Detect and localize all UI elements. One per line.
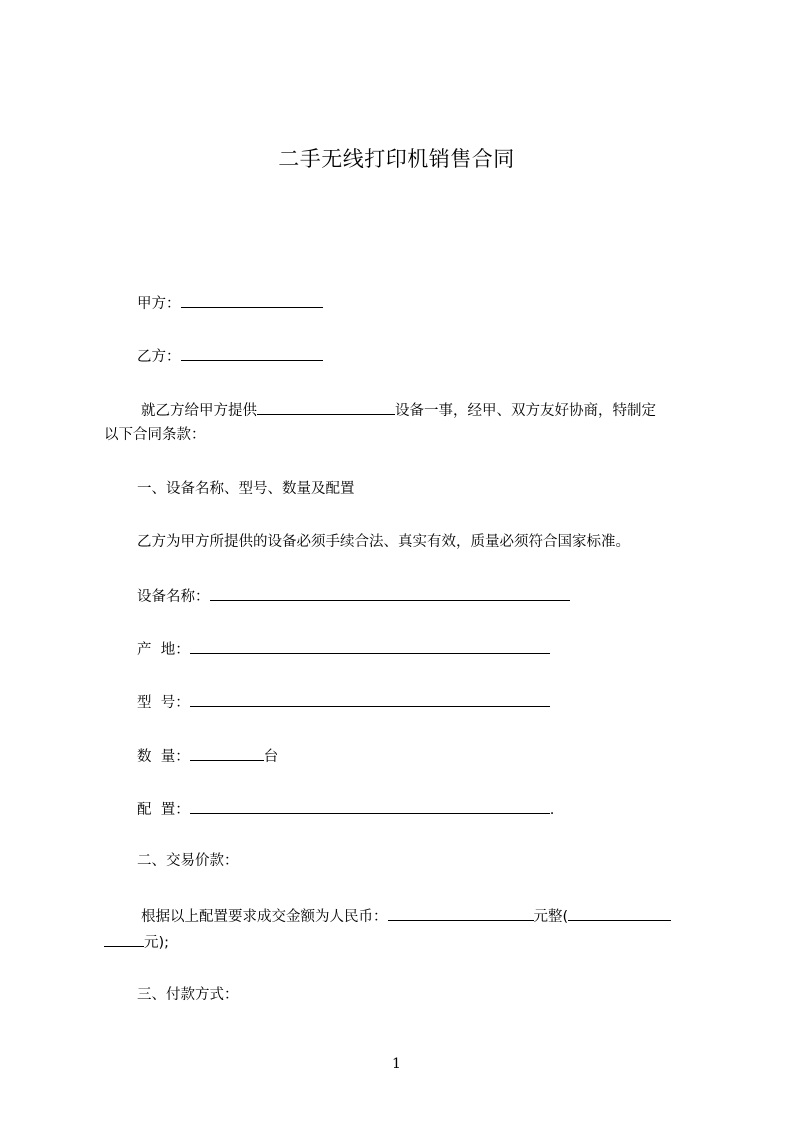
party-a-blank[interactable]	[181, 292, 323, 308]
intro-line	[141, 399, 656, 421]
config-end: .	[549, 802, 555, 818]
quantity-line	[137, 745, 278, 767]
price-continuation	[104, 931, 169, 953]
page-number: 1	[392, 1056, 401, 1072]
origin-label: 产 地：	[137, 642, 190, 658]
intro-start: 就乙方给甲方提供	[141, 403, 257, 419]
origin-blank[interactable]	[190, 638, 550, 654]
price-uppercase-blank[interactable]	[568, 905, 671, 921]
intro-continuation: 以下合同条款：	[104, 427, 206, 443]
party-b-line	[137, 345, 323, 367]
model-line	[137, 691, 550, 713]
section1-heading: 一、设备名称、型号、数量及配置	[137, 481, 355, 497]
section2-heading: 二、交易价款：	[137, 853, 239, 869]
origin-line	[137, 638, 550, 660]
party-a-line	[137, 292, 323, 314]
quantity-blank[interactable]	[190, 745, 264, 761]
intro-end: 设备一事，经甲、双方友好协商，特制定	[395, 403, 656, 419]
document-title: 二手无线打印机销售合同	[278, 147, 515, 171]
party-b-blank[interactable]	[181, 345, 323, 361]
model-blank[interactable]	[190, 691, 550, 707]
config-label: 配 置：	[137, 802, 190, 818]
price-uppercase-blank-cont[interactable]	[104, 931, 144, 947]
party-a-label: 甲方：	[137, 296, 181, 312]
device-name-label: 设备名称：	[137, 589, 210, 605]
device-name-blank[interactable]	[210, 585, 570, 601]
device-name-line	[137, 585, 570, 607]
price-amount-blank[interactable]	[388, 905, 534, 921]
section3-heading: 三、付款方式：	[137, 987, 239, 1003]
price-line	[141, 905, 671, 927]
config-line	[137, 798, 554, 820]
price-start: 根据以上配置要求成交金额为人民币：	[141, 909, 388, 925]
quantity-label: 数 量：	[137, 749, 190, 765]
section1-text: 乙方为甲方所提供的设备必须手续合法、真实有效，质量必须符合国家标准。	[137, 534, 630, 550]
price-mid: 元整(	[533, 909, 569, 925]
party-b-label: 乙方：	[137, 349, 181, 365]
config-blank[interactable]	[190, 798, 550, 814]
quantity-unit: 台	[263, 749, 279, 765]
equipment-blank[interactable]	[257, 399, 395, 415]
price-end: 元);	[144, 935, 170, 951]
model-label: 型 号：	[137, 695, 190, 711]
